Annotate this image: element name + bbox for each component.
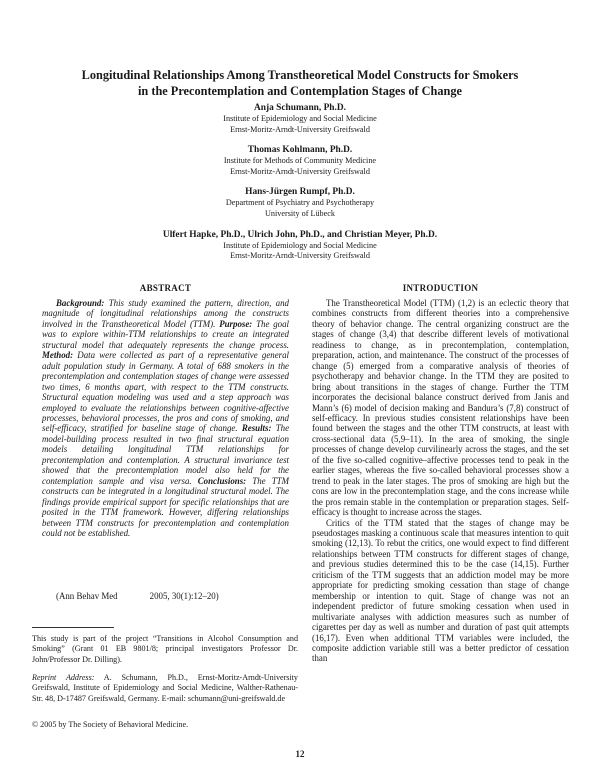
author-name: Anja Schumann, Ph.D. bbox=[254, 103, 346, 113]
author-affiliation: Institute of Epidemiology and Social Medicine bbox=[223, 240, 377, 250]
reprint-label: Reprint Address: bbox=[32, 673, 95, 682]
results-text: The model-building process resulted in two final structural equation models detailing longitudinal TTM relationships for precontemplation and contemplation. A structural invariance test showed that the precontemplation model also held for the contemplation sample and visa versa. bbox=[42, 423, 290, 486]
footnote-project bbox=[32, 634, 298, 665]
introduction-heading: INTRODUCTION bbox=[402, 283, 479, 293]
background-text: This study examined the pattern, direction, and magnitude of longitudinal relationships among the constructs involved in the Transtheoretical Model (TTM). bbox=[42, 298, 289, 329]
author-block bbox=[60, 186, 540, 219]
citation-journal: (Ann Behav Med bbox=[56, 591, 118, 601]
footnote-project-text: This study is part of the project “Transitions in Alcohol Consumption and Smoking” (Grant 01 EB 9801/8; principal investigators Professor Dr. John/Professor Dr. Dilling). bbox=[32, 634, 298, 664]
author-block bbox=[60, 229, 540, 262]
footnote-reprint-paragraph bbox=[32, 673, 298, 704]
abstract-heading: ABSTRACT bbox=[139, 283, 192, 293]
author-affiliation: Ernst-Moritz-Arndt-University Greifswald bbox=[230, 166, 370, 176]
footnote-copyright bbox=[32, 720, 298, 730]
introduction-body bbox=[312, 298, 569, 664]
method-label: Method: bbox=[42, 350, 74, 361]
abstract-body bbox=[42, 298, 289, 538]
purpose-text: The goal was to explore within-TTM relationships to create an integrated structural model that adequately represents the change process. bbox=[42, 318, 289, 350]
footnote-divider bbox=[32, 627, 114, 628]
footnote-reprint bbox=[32, 673, 298, 704]
abstract-paragraph bbox=[42, 298, 289, 538]
journal-citation bbox=[56, 591, 219, 601]
introduction-paragraph-2: Critics of the TTM stated that the stages of change may be pseudostages masking a continuous scale that measures intention to quit smoking (12,13). To rebut the critics, one would expect to find different relationships between TTM constructs for different stages of change, and previous studies determined this to be the case (14,15). Further criticism of the TTM suggests that an addiction model may be more appropriate for predicting smoking cessation than stage of change membership or intention to quit. Stage of change was not an independent predictor of future smoking cessation when used in multivariate analyses with addiction measures such as number of cigarettes per day as well as number and duration of past quit attempts (16,17). Even when additional TTM variables were included, the composite addiction variable still was a better predictor of cessation than bbox=[312, 517, 569, 664]
author-list bbox=[60, 102, 540, 271]
author-name: Ulfert Hapke, Ph.D., Ulrich John, Ph.D., and Christian Meyer, Ph.D. bbox=[162, 229, 438, 240]
page-number: 12 bbox=[295, 749, 305, 759]
author-block bbox=[60, 144, 540, 177]
author-affiliation: Ernst-Moritz-Arndt-University Greifswald bbox=[230, 124, 370, 134]
citation-details: 2005, 30(1):12–20) bbox=[149, 591, 219, 601]
introduction-paragraph-1: The Transtheoretical Model (TTM) (1,2) is an eclectic theory that combines constructs from different theories into a comprehensive theory of behavior change. The central organizing construct are the stages of change (3,4) that describe different levels of motivational readiness to change, as in precontemplation, contemplation, preparation, action, and maintenance. The construct of the processes of change (5) emerged from a comparative analysis of theories of psychotherapy and behavior change. In the TTM they are posited to bring about transitions in the stages of change. Further the TTM incorporates the decisional balance construct derived from Janis and Mann’s (6) model of decision making and Bandura’s (7,8) construct of self-efficacy. In previous studies consistent relationships have been found between the stages and the other TTM constructs, at least with cross-sectional data (5,9–11). In the area of smoking, the single processes of change develop curvilinearly across the stages, and the set of the five so-called cognitive–affective processes tend to peak in the earlier stages, whereas the five so-called behavioral processes show a trend to peak in the later stages. The pros of smoking are high but the cons are low in the precontemplation stage, and the cons increase while the pros remain stable in the contemplation or preparation stages. Self-efficacy is thought to increase across the stages. bbox=[312, 298, 569, 518]
title-line-1: Longitudinal Relationships Among Transtheoretical Model Constructs for Smokers bbox=[81, 68, 519, 82]
paper-title bbox=[60, 68, 540, 99]
author-affiliation: Ernst-Moritz-Arndt-University Greifswald bbox=[230, 251, 370, 261]
purpose-label: Purpose: bbox=[219, 318, 253, 329]
copyright-text: © 2005 by The Society of Behavioral Medicine. bbox=[32, 720, 189, 729]
title-line-2: in the Precontemplation and Contemplation Stages of Change bbox=[138, 83, 462, 98]
method-text: Data were collected as part of a representative general adult population study in Germany. A total of 688 smokers in the precontemplation and contemplation stages of change were assessed two times, 6 months apart, with respect to the TTM constructs. Structural equation modeling was used and a step approach was employed to evaluate the relationships between cognitive-affective processes, behavioral processes, the pros and cons of smoking, and self-efficacy, stratified for baseline stage of change. bbox=[42, 350, 289, 434]
reprint-text: A. Schumann, Ph.D., Ernst-Moritz-Arndt-University Greifswald, Institute of Epidemiology and Social Medicine, Walther-Rathenau-Str. 48, D-17487 Greifswald, Germany. E-mail: schumann@uni-greifswald.de bbox=[32, 673, 298, 703]
background-label: Background: bbox=[56, 298, 105, 308]
author-name: Hans-Jürgen Rumpf, Ph.D. bbox=[245, 187, 355, 198]
conclusions-text: The TTM constructs can be integrated in a longitudinal structural model. The findings provide empirical support for specific relationships that are posited in the TTM framework. However, differing relationships between TTM constructs for precontemplation and contemplation could not be established. bbox=[42, 475, 289, 538]
author-affiliation: Department of Psychiatry and Psychotherapy bbox=[225, 198, 375, 208]
author-name: Thomas Kohlmann, Ph.D. bbox=[247, 145, 353, 156]
conclusions-label: Conclusions: bbox=[197, 475, 247, 486]
results-label: Results: bbox=[241, 423, 272, 434]
author-affiliation: Institute of Epidemiology and Social Medicine bbox=[223, 114, 377, 123]
author-affiliation: Institute for Methods of Community Medicine bbox=[223, 156, 377, 166]
author-affiliation: University of Lübeck bbox=[264, 208, 336, 218]
author-block bbox=[60, 102, 540, 135]
